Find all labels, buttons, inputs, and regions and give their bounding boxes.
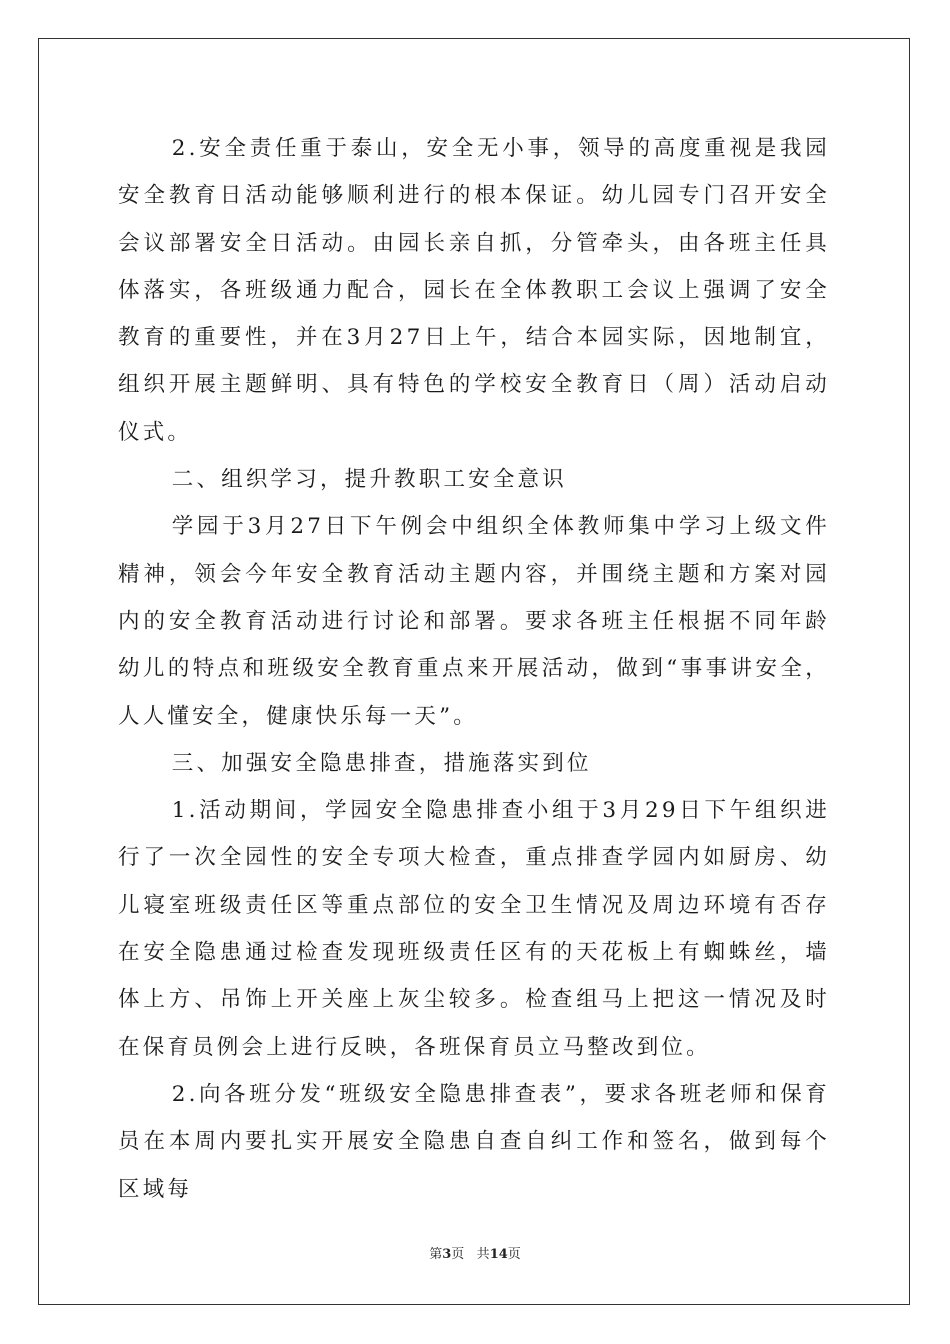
- footer-prefix: 第: [429, 1247, 443, 1262]
- document-body: [118, 125, 830, 1213]
- paragraph-inspection-2: 2.向各班分发“班级安全隐患排查表”，要求各班老师和保育员在本周内要扎实开展安全隐患自查自纠工作和签名，做到每个区域每: [118, 1081, 830, 1202]
- footer-total-prefix: 共: [476, 1247, 490, 1262]
- footer-page-number: 3: [442, 1247, 452, 1262]
- heading-hazard-inspection: 三、加强安全隐患排查，措施落实到位: [171, 750, 592, 776]
- footer-total-suffix: 页: [507, 1247, 521, 1262]
- footer-page-suffix: 页: [451, 1247, 465, 1262]
- heading-organize-learning: 二、组织学习，提升教职工安全意识: [171, 467, 567, 493]
- paragraph-staff-study: 学园于3月27日下午例会中组织全体教师集中学习上级文件精神，领会今年安全教育活动主题内容，并围绕主题和方案对园内的安全教育活动进行讨论和部署。要求各班主任根据不同年龄幼儿的特点和班级安全教育重点来开展活动，做到“事事讲安全，人人懂安全，健康快乐每一天”。: [118, 514, 830, 729]
- paragraph-responsibility: 2.安全责任重于泰山，安全无小事，领导的高度重视是我园安全教育日活动能够顺利进行的根本保证。幼儿园专门召开安全会议部署安全日活动。由园长亲自抓，分管牵头，由各班主任具体落实，各班级通力配合，园长在全体教职工会议上强调了安全教育的重要性，并在3月27日上午，结合本园实际，因地制宜，组织开展主题鲜明、具有特色的学校安全教育日（周）活动启动仪式。: [118, 136, 830, 445]
- page-footer: [0, 1246, 950, 1264]
- paragraph-inspection-1: 1.活动期间，学园安全隐患排查小组于3月29日下午组织进行了一次全园性的安全专项大检查，重点排查学园内如厨房、幼儿寝室班级责任区等重点部位的安全卫生情况及周边环境有否存在安全隐患通过检查发现班级责任区有的天花板上有蜘蛛丝，墙体上方、吊饰上开关座上灰尘较多。检查组马上把这一情况及时在保育员例会上进行反映，各班保育员立马整改到位。: [118, 798, 830, 1060]
- footer-total-pages: 14: [489, 1247, 508, 1262]
